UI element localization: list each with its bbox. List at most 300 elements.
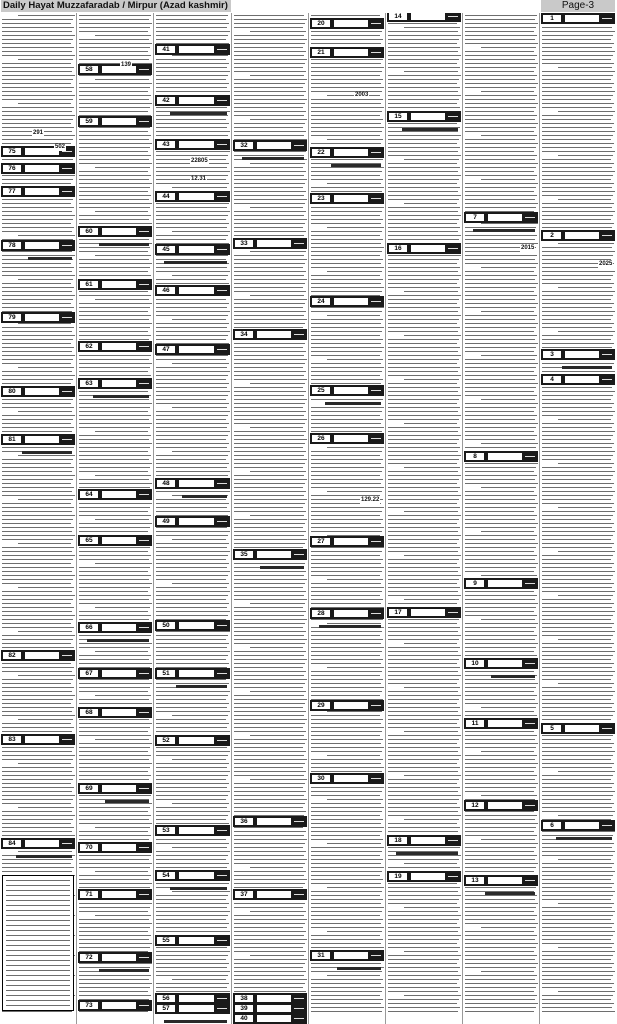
notice-label-glyph bbox=[447, 13, 459, 21]
notice-label-glyph bbox=[447, 608, 459, 617]
notice-header bbox=[78, 783, 152, 794]
notice-title-box bbox=[179, 1005, 214, 1012]
column-rule bbox=[308, 13, 309, 1024]
notice-header bbox=[541, 820, 615, 831]
notice-number: 1 bbox=[543, 15, 561, 22]
notice-title-box bbox=[488, 580, 522, 587]
notice-number: 19 bbox=[389, 873, 407, 880]
notice-label-glyph bbox=[138, 708, 150, 717]
notice-label-glyph bbox=[61, 187, 73, 196]
notice-title-box bbox=[257, 551, 291, 558]
notice-label-glyph bbox=[524, 213, 536, 222]
notice-header bbox=[310, 296, 384, 307]
notice-number: 29 bbox=[312, 702, 330, 709]
notice-label-glyph bbox=[138, 784, 150, 793]
notice-number: 12 bbox=[466, 802, 484, 809]
notice-header bbox=[155, 244, 230, 255]
notice-subheading bbox=[176, 685, 227, 688]
notice-title-box bbox=[102, 785, 136, 792]
notice-number: 2 bbox=[543, 232, 561, 239]
notice-title-box bbox=[102, 281, 136, 288]
notice-header bbox=[310, 950, 384, 961]
notice-label-glyph bbox=[216, 994, 228, 1003]
notice-subheading bbox=[242, 157, 304, 160]
notice-title-box bbox=[334, 538, 368, 545]
notice-label-glyph bbox=[293, 817, 305, 826]
notice-label-glyph bbox=[216, 479, 228, 488]
notice-label-glyph bbox=[601, 350, 613, 359]
notice-title-box bbox=[25, 736, 59, 743]
notice-label-glyph bbox=[61, 241, 73, 250]
notice-number: 36 bbox=[235, 818, 253, 825]
notice-number: 41 bbox=[157, 46, 175, 53]
column-rule bbox=[76, 13, 77, 1024]
notice-title-box bbox=[102, 1002, 136, 1009]
notice-number: 30 bbox=[312, 775, 330, 782]
article-text-lines bbox=[540, 15, 616, 1015]
column-rule bbox=[539, 13, 540, 1024]
notice-number: 79 bbox=[3, 314, 21, 321]
notice-label-glyph bbox=[216, 140, 228, 149]
notice-label-glyph bbox=[601, 821, 613, 830]
notice-subheading bbox=[93, 395, 149, 398]
notice-number: 71 bbox=[80, 891, 98, 898]
inline-number: 291 bbox=[33, 130, 44, 136]
notice-header bbox=[233, 549, 307, 560]
notice-header bbox=[310, 608, 384, 619]
notice-header bbox=[78, 279, 152, 290]
notice-subheading bbox=[337, 967, 381, 970]
notice-title-box bbox=[334, 775, 368, 782]
notice-subheading bbox=[28, 257, 72, 260]
notice-title-box bbox=[25, 314, 59, 321]
col-7 bbox=[463, 13, 539, 1024]
notice-title-box bbox=[179, 872, 214, 879]
notice-title-box bbox=[25, 840, 59, 847]
notice-title-box bbox=[179, 346, 214, 353]
notice-header bbox=[387, 871, 461, 882]
notice-number: 57 bbox=[157, 1005, 175, 1012]
notice-title-box bbox=[102, 891, 136, 898]
notice-number: 11 bbox=[466, 720, 484, 727]
notice-number: 38 bbox=[235, 995, 253, 1002]
notice-label-glyph bbox=[524, 579, 536, 588]
notice-label-glyph bbox=[524, 452, 536, 461]
notice-title-box bbox=[179, 97, 214, 104]
notice-label-glyph bbox=[216, 621, 228, 630]
notice-title-box bbox=[102, 228, 136, 235]
notice-header bbox=[310, 47, 384, 58]
column-rule bbox=[385, 13, 386, 1024]
notice-subheading bbox=[99, 969, 149, 972]
notice-title-box bbox=[102, 537, 136, 544]
notice-title-box bbox=[179, 827, 214, 834]
notice-subheading bbox=[170, 887, 227, 890]
notice-subheading bbox=[105, 800, 149, 803]
notice-title-box bbox=[257, 1005, 291, 1012]
notice-title-box bbox=[565, 725, 599, 732]
notice-number: 4 bbox=[543, 376, 561, 383]
notice-number: 66 bbox=[80, 624, 98, 631]
notice-label-glyph bbox=[293, 1004, 305, 1013]
notice-number: 61 bbox=[80, 281, 98, 288]
page-number-label: Page-3 bbox=[541, 0, 615, 12]
article-text-lines bbox=[463, 15, 539, 1015]
notice-header bbox=[233, 1013, 307, 1024]
notice-label-glyph bbox=[61, 387, 73, 396]
notice-number: 48 bbox=[157, 480, 175, 487]
notice-header bbox=[541, 374, 615, 385]
notice-number: 82 bbox=[3, 652, 21, 659]
notice-header bbox=[387, 111, 461, 122]
inline-number: 139 bbox=[121, 62, 132, 68]
notice-label-glyph bbox=[216, 517, 228, 526]
notice-title-box bbox=[411, 13, 445, 20]
notice-number: 33 bbox=[235, 240, 253, 247]
notice-number: 5 bbox=[543, 725, 561, 732]
notice-header bbox=[155, 191, 230, 202]
notice-header bbox=[233, 140, 307, 151]
notice-subheading bbox=[260, 566, 304, 569]
notice-number: 55 bbox=[157, 937, 175, 944]
notice-number: 20 bbox=[312, 20, 330, 27]
notice-title-box bbox=[334, 49, 368, 56]
notice-label-glyph bbox=[293, 330, 305, 339]
notice-header bbox=[78, 889, 152, 900]
notice-label-glyph bbox=[370, 951, 382, 960]
notice-header bbox=[78, 952, 152, 963]
notice-number: 70 bbox=[80, 844, 98, 851]
notice-header bbox=[155, 735, 230, 746]
notice-number: 67 bbox=[80, 670, 98, 677]
notice-number: 34 bbox=[235, 331, 253, 338]
notice-header bbox=[233, 329, 307, 340]
notice-title-box bbox=[411, 609, 445, 616]
notice-subheading bbox=[87, 639, 149, 642]
notice-title-box bbox=[488, 802, 522, 809]
notice-number: 40 bbox=[235, 1015, 253, 1022]
notice-number: 54 bbox=[157, 872, 175, 879]
notice-header bbox=[387, 243, 461, 254]
notice-label-glyph bbox=[293, 994, 305, 1003]
column-rule bbox=[153, 13, 154, 1024]
notice-label-glyph bbox=[216, 871, 228, 880]
notice-title-box bbox=[411, 113, 445, 120]
notice-number: 31 bbox=[312, 952, 330, 959]
notice-number: 9 bbox=[466, 580, 484, 587]
notice-header bbox=[1, 434, 75, 445]
notice-label-glyph bbox=[524, 659, 536, 668]
notice-subheading bbox=[491, 675, 535, 678]
notice-header bbox=[1, 650, 75, 661]
notice-label-glyph bbox=[601, 724, 613, 733]
notice-header bbox=[464, 658, 538, 669]
notice-header bbox=[464, 800, 538, 811]
notice-header bbox=[78, 622, 152, 633]
notice-number: 44 bbox=[157, 193, 175, 200]
notice-number: 7 bbox=[466, 214, 484, 221]
notice-number: 80 bbox=[3, 388, 21, 395]
notice-number: 75 bbox=[3, 148, 21, 155]
notice-number: 28 bbox=[312, 610, 330, 617]
notice-header bbox=[541, 723, 615, 734]
notice-title-box bbox=[102, 380, 136, 387]
notice-title-box bbox=[25, 436, 59, 443]
notice-subheading bbox=[396, 852, 458, 855]
inline-number: 12.31 bbox=[191, 176, 207, 182]
notice-subheading bbox=[170, 112, 227, 115]
notice-header bbox=[78, 535, 152, 546]
notice-number: 37 bbox=[235, 891, 253, 898]
notice-title-box bbox=[102, 624, 136, 631]
notice-header bbox=[233, 889, 307, 900]
notice-header bbox=[78, 489, 152, 500]
notice-header bbox=[464, 578, 538, 589]
classified-columns bbox=[0, 13, 617, 1024]
notice-title-box bbox=[334, 149, 368, 156]
notice-header bbox=[233, 816, 307, 827]
inline-number: 2003 bbox=[355, 92, 369, 98]
notice-title-box bbox=[488, 877, 522, 884]
notice-label-glyph bbox=[61, 164, 73, 173]
article-text-lines bbox=[232, 15, 308, 1015]
notice-label-glyph bbox=[370, 297, 382, 306]
notice-title-box bbox=[411, 245, 445, 252]
notice-title-box bbox=[102, 844, 136, 851]
notice-title-box bbox=[102, 954, 136, 961]
notice-number: 26 bbox=[312, 435, 330, 442]
notice-header bbox=[155, 620, 230, 631]
notice-title-box bbox=[257, 995, 291, 1002]
boxed-notice bbox=[2, 875, 74, 1011]
notice-label-glyph bbox=[293, 890, 305, 899]
notice-number: 63 bbox=[80, 380, 98, 387]
notice-label-glyph bbox=[293, 1014, 305, 1023]
notice-header bbox=[310, 193, 384, 204]
notice-header bbox=[155, 344, 230, 355]
notice-number: 23 bbox=[312, 195, 330, 202]
notice-header bbox=[78, 226, 152, 237]
notice-title-box bbox=[25, 165, 59, 172]
notice-label-glyph bbox=[138, 490, 150, 499]
notice-number: 45 bbox=[157, 246, 175, 253]
notice-number: 47 bbox=[157, 346, 175, 353]
inline-number: 129.22 bbox=[361, 497, 380, 503]
notice-number: 81 bbox=[3, 436, 21, 443]
notice-label-glyph bbox=[216, 96, 228, 105]
notice-number: 65 bbox=[80, 537, 98, 544]
notice-header bbox=[310, 536, 384, 547]
notice-number: 51 bbox=[157, 670, 175, 677]
notice-header bbox=[155, 285, 230, 296]
notice-number: 14 bbox=[389, 13, 407, 20]
notice-label-glyph bbox=[370, 609, 382, 618]
notice-label-glyph bbox=[370, 537, 382, 546]
col-4 bbox=[232, 13, 308, 1024]
inline-number: 22805 bbox=[191, 158, 208, 164]
notice-label-glyph bbox=[216, 286, 228, 295]
notice-number: 60 bbox=[80, 228, 98, 235]
notice-subheading bbox=[325, 402, 381, 405]
notice-number: 22 bbox=[312, 149, 330, 156]
notice-subheading bbox=[22, 451, 72, 454]
notice-label-glyph bbox=[61, 435, 73, 444]
notice-title-box bbox=[257, 331, 291, 338]
notice-title-box bbox=[334, 195, 368, 202]
notice-label-glyph bbox=[216, 45, 228, 54]
notice-title-box bbox=[488, 720, 522, 727]
notice-label-glyph bbox=[601, 375, 613, 384]
notice-header bbox=[464, 718, 538, 729]
notice-number: 27 bbox=[312, 538, 330, 545]
notice-label-glyph bbox=[370, 434, 382, 443]
notice-subheading bbox=[485, 892, 535, 895]
notice-number: 46 bbox=[157, 287, 175, 294]
notice-number: 76 bbox=[3, 165, 21, 172]
notice-number: 58 bbox=[80, 66, 98, 73]
notice-label-glyph bbox=[524, 876, 536, 885]
notice-label-glyph bbox=[61, 839, 73, 848]
notice-number: 13 bbox=[466, 877, 484, 884]
notice-number: 52 bbox=[157, 737, 175, 744]
notice-number: 15 bbox=[389, 113, 407, 120]
newspaper-title: Daily Hayat Muzzafaradab / Mirpur (Azad kashmir) bbox=[1, 0, 231, 12]
notice-number: 25 bbox=[312, 387, 330, 394]
notice-header bbox=[1, 312, 75, 323]
notice-title-box bbox=[179, 193, 214, 200]
col-5 bbox=[309, 13, 385, 1024]
notice-number: 21 bbox=[312, 49, 330, 56]
notice-label-glyph bbox=[138, 890, 150, 899]
notice-header bbox=[155, 825, 230, 836]
notice-title-box bbox=[179, 937, 214, 944]
notice-header bbox=[310, 147, 384, 158]
notice-number: 3 bbox=[543, 351, 561, 358]
notice-label-glyph bbox=[61, 313, 73, 322]
notice-subheading bbox=[319, 625, 381, 628]
notice-subheading bbox=[99, 243, 149, 246]
notice-header bbox=[155, 1003, 230, 1014]
notice-label-glyph bbox=[216, 826, 228, 835]
notice-number: 17 bbox=[389, 609, 407, 616]
notice-title-box bbox=[411, 837, 445, 844]
notice-title-box bbox=[102, 709, 136, 716]
notice-title-box bbox=[25, 652, 59, 659]
col-8 bbox=[540, 13, 616, 1024]
notice-number: 10 bbox=[466, 660, 484, 667]
notice-label-glyph bbox=[293, 550, 305, 559]
notice-label-glyph bbox=[447, 112, 459, 121]
col-1 bbox=[0, 13, 76, 1024]
notice-number: 24 bbox=[312, 298, 330, 305]
notice-subheading bbox=[402, 128, 458, 131]
notice-title-box bbox=[565, 376, 599, 383]
notice-title-box bbox=[565, 232, 599, 239]
notice-label-glyph bbox=[138, 280, 150, 289]
notice-number: 39 bbox=[235, 1005, 253, 1012]
notice-title-box bbox=[179, 737, 214, 744]
notice-header bbox=[78, 341, 152, 352]
notice-label-glyph bbox=[138, 843, 150, 852]
notice-label-glyph bbox=[138, 623, 150, 632]
notice-title-box bbox=[25, 388, 59, 395]
notice-header bbox=[155, 478, 230, 489]
notice-number: 32 bbox=[235, 142, 253, 149]
notice-subheading bbox=[16, 855, 72, 858]
notice-label-glyph bbox=[447, 872, 459, 881]
notice-header bbox=[310, 433, 384, 444]
notice-title-box bbox=[179, 46, 214, 53]
notice-label-glyph bbox=[293, 141, 305, 150]
notice-subheading bbox=[556, 837, 612, 840]
notice-title-box bbox=[334, 387, 368, 394]
notice-title-box bbox=[334, 702, 368, 709]
notice-title-box bbox=[488, 660, 522, 667]
notice-number: 68 bbox=[80, 709, 98, 716]
notice-title-box bbox=[334, 435, 368, 442]
notice-title-box bbox=[334, 298, 368, 305]
notice-label-glyph bbox=[216, 245, 228, 254]
notice-label-glyph bbox=[138, 536, 150, 545]
article-text-lines bbox=[154, 15, 231, 1015]
notice-label-glyph bbox=[524, 719, 536, 728]
notice-label-glyph bbox=[138, 379, 150, 388]
notice-label-glyph bbox=[370, 701, 382, 710]
notice-title-box bbox=[488, 214, 522, 221]
notice-title-box bbox=[25, 188, 59, 195]
notice-title-box bbox=[179, 246, 214, 253]
notice-header bbox=[464, 875, 538, 886]
notice-header bbox=[155, 139, 230, 150]
notice-header bbox=[464, 451, 538, 462]
notice-header bbox=[1, 386, 75, 397]
notice-label-glyph bbox=[216, 669, 228, 678]
notice-title-box bbox=[411, 873, 445, 880]
notice-subheading bbox=[473, 229, 535, 232]
notice-label-glyph bbox=[370, 48, 382, 57]
notice-label-glyph bbox=[138, 117, 150, 126]
notice-number: 43 bbox=[157, 141, 175, 148]
notice-title-box bbox=[334, 952, 368, 959]
notice-label-glyph bbox=[138, 227, 150, 236]
notice-header bbox=[155, 870, 230, 881]
column-rule bbox=[231, 13, 232, 1024]
notice-header bbox=[1, 186, 75, 197]
notice-number: 72 bbox=[80, 954, 98, 961]
column-rule bbox=[462, 13, 463, 1024]
notice-number: 6 bbox=[543, 822, 561, 829]
notice-title-box bbox=[257, 240, 291, 247]
notice-label-glyph bbox=[370, 774, 382, 783]
notice-label-glyph bbox=[61, 651, 73, 660]
notice-label-glyph bbox=[138, 953, 150, 962]
notice-title-box bbox=[179, 141, 214, 148]
notice-number: 35 bbox=[235, 551, 253, 558]
notice-header bbox=[78, 64, 152, 75]
notice-header bbox=[541, 230, 615, 241]
notice-label-glyph bbox=[216, 1004, 228, 1013]
notice-title-box bbox=[102, 491, 136, 498]
notice-number: 84 bbox=[3, 840, 21, 847]
col-6 bbox=[386, 13, 462, 1024]
article-text-lines bbox=[386, 15, 462, 1015]
col-2 bbox=[77, 13, 153, 1024]
notice-number: 42 bbox=[157, 97, 175, 104]
notice-label-glyph bbox=[293, 239, 305, 248]
notice-header bbox=[233, 238, 307, 249]
inline-number: 502 bbox=[55, 144, 66, 150]
notice-title-box bbox=[102, 343, 136, 350]
